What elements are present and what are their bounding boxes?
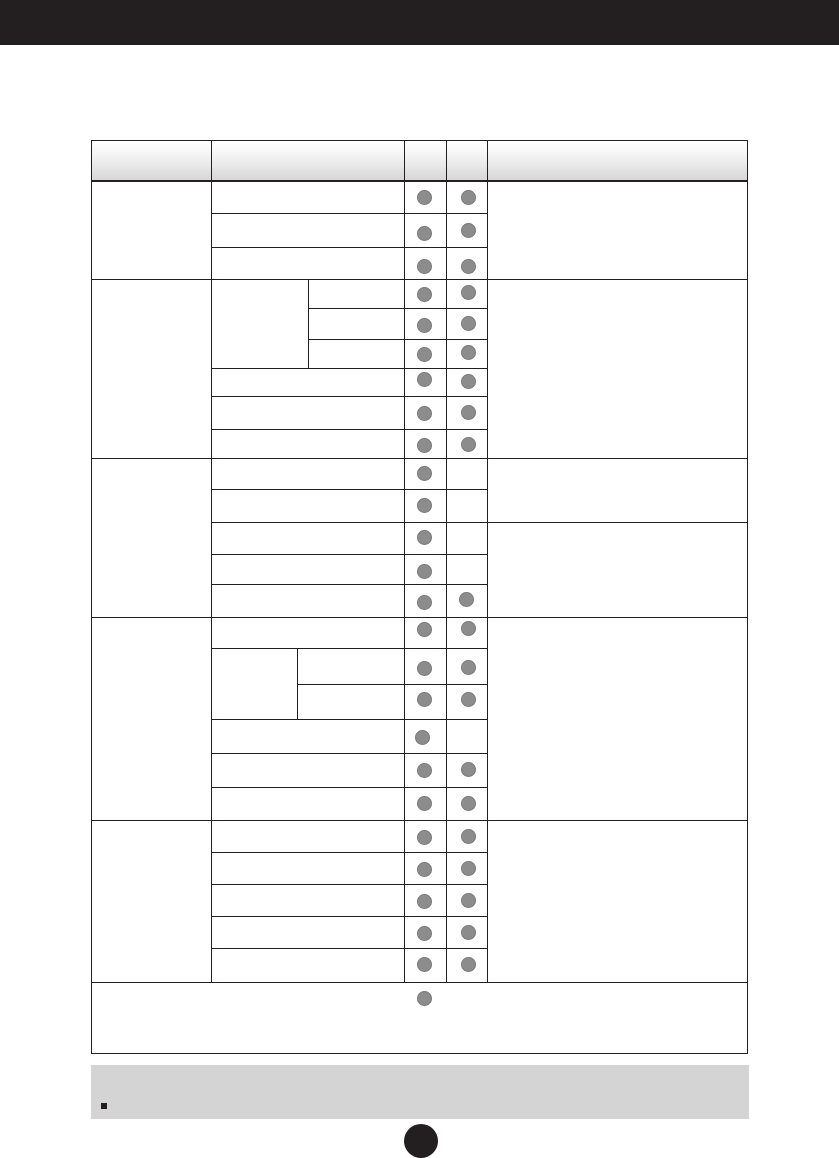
indicator-dot bbox=[461, 660, 476, 675]
indicator-dot bbox=[417, 466, 432, 481]
header-bar bbox=[0, 0, 839, 45]
row-divider bbox=[308, 339, 487, 340]
indicator-dot bbox=[417, 372, 432, 387]
table-header-row bbox=[92, 141, 747, 181]
column-divider bbox=[404, 141, 405, 982]
indicator-dot bbox=[417, 318, 432, 333]
indicator-dot bbox=[461, 893, 476, 908]
row-divider bbox=[297, 684, 487, 685]
indicator-dot bbox=[417, 498, 432, 513]
subcolumn-divider bbox=[297, 648, 298, 719]
note-box bbox=[91, 1065, 749, 1119]
subcolumn-divider bbox=[308, 279, 309, 368]
indicator-dot bbox=[461, 621, 476, 636]
group-divider bbox=[91, 820, 748, 821]
indicator-dot bbox=[417, 692, 432, 707]
indicator-dot bbox=[459, 592, 474, 607]
group-divider bbox=[91, 982, 748, 983]
indicator-dot bbox=[417, 595, 432, 610]
indicator-dot bbox=[461, 345, 476, 360]
indicator-dot bbox=[415, 730, 430, 745]
indicator-dot bbox=[461, 316, 476, 331]
indicator-dot bbox=[461, 374, 476, 389]
indicator-dot bbox=[417, 530, 432, 545]
group-divider bbox=[91, 458, 748, 459]
indicator-dot bbox=[417, 830, 432, 845]
indicator-dot bbox=[461, 190, 476, 205]
indicator-dot bbox=[417, 796, 432, 811]
indicator-dot bbox=[417, 259, 432, 274]
indicator-dot bbox=[461, 437, 476, 452]
column-divider bbox=[487, 141, 488, 982]
indicator-dot bbox=[461, 285, 476, 300]
header-divider bbox=[91, 180, 748, 182]
indicator-dot bbox=[461, 692, 476, 707]
row-divider bbox=[308, 308, 487, 309]
indicator-dot bbox=[417, 763, 432, 778]
indicator-dot bbox=[417, 661, 432, 676]
indicator-dot bbox=[461, 796, 476, 811]
indicator-dot bbox=[417, 622, 432, 637]
page-number-badge bbox=[404, 1124, 438, 1158]
indicator-dot bbox=[417, 438, 432, 453]
indicator-dot bbox=[417, 190, 432, 205]
indicator-dot bbox=[417, 226, 432, 241]
indicator-dot bbox=[417, 957, 432, 972]
indicator-dot bbox=[461, 861, 476, 876]
row-divider bbox=[211, 522, 748, 523]
indicator-dot bbox=[417, 406, 432, 421]
indicator-dot bbox=[417, 894, 432, 909]
column-divider bbox=[211, 141, 212, 982]
indicator-dot bbox=[417, 347, 432, 362]
indicator-dot bbox=[417, 287, 432, 302]
indicator-dot bbox=[417, 991, 432, 1006]
indicator-dot bbox=[461, 405, 476, 420]
indicator-dot bbox=[461, 957, 476, 972]
indicator-dot bbox=[461, 925, 476, 940]
note-bullet bbox=[101, 1103, 107, 1109]
indicator-dot bbox=[461, 259, 476, 274]
indicator-dot bbox=[417, 926, 432, 941]
indicator-dot bbox=[461, 223, 476, 238]
indicator-dot bbox=[417, 564, 432, 579]
indicator-dot bbox=[461, 762, 476, 777]
indicator-dot bbox=[417, 862, 432, 877]
column-divider bbox=[446, 141, 447, 982]
indicator-dot bbox=[461, 829, 476, 844]
group-divider bbox=[91, 617, 748, 618]
group-divider bbox=[91, 279, 748, 280]
